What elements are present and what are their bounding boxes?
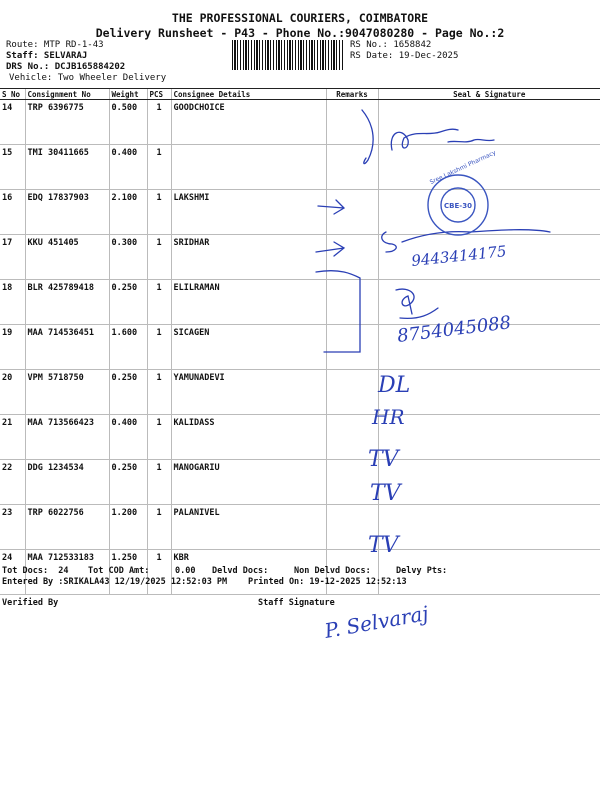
handwritten-note-tv-2: TV (370, 481, 401, 506)
cell-sno: 19 (0, 325, 25, 370)
cell-sno: 23 (0, 505, 25, 550)
cell-consignee: PALANIVEL (171, 505, 326, 550)
cell-weight: 0.250 (109, 460, 147, 505)
vehicle-label: Vehicle: Two Wheeler Delivery (9, 73, 167, 83)
cell-consignment: KKU 451405 (25, 235, 109, 280)
cell-sno: 17 (0, 235, 25, 280)
cell-sno: 16 (0, 190, 25, 235)
cell-consignment: VPM 5718750 (25, 370, 109, 415)
signature-row-18 (396, 289, 438, 318)
cell-consignee: MANOGARIU (171, 460, 326, 505)
cell-consignment: TRP 6022756 (25, 505, 109, 550)
printed-on: Printed On: 19-12-2025 12:52:13 (248, 577, 407, 587)
cell-weight: 0.400 (109, 145, 147, 190)
cell-sno: 18 (0, 280, 25, 325)
cell-consignee: ELILRAMAN (171, 280, 326, 325)
col-header-sno: S No (0, 89, 25, 100)
cell-consignee: SICAGEN (171, 325, 326, 370)
cell-pcs: 1 (147, 550, 171, 595)
total-cod-amount: Tot COD Amt: 0.00 (88, 566, 196, 576)
cell-sno: 14 (0, 100, 25, 145)
col-header-pcs: PCS (147, 89, 171, 100)
total-docs: Tot Docs: 24 (2, 566, 69, 576)
cell-consignee: GOODCHOICE (171, 100, 326, 145)
cell-consignment: MAA 712533183 (25, 550, 109, 595)
delivery-points: Delvy Pts: (396, 566, 448, 576)
handwritten-note-tv-3: TV (368, 533, 399, 558)
cell-sno: 24 (0, 550, 25, 595)
rs-date: RS Date: 19-Dec-2025 (350, 51, 459, 61)
cell-weight: 1.200 (109, 505, 147, 550)
col-header-weight: Weight (109, 89, 147, 100)
delivered-docs: Delvd Docs: (212, 566, 269, 576)
cell-consignment: EDQ 17837903 (25, 190, 109, 235)
stamp-center-text: CBE-30 (444, 202, 472, 210)
cell-pcs: 1 (147, 145, 171, 190)
cell-weight: 0.400 (109, 415, 147, 460)
runsheet-title: Delivery Runsheet - P43 - Phone No.:9047080280 - Page No.:2 (95, 26, 505, 40)
cell-weight: 0.500 (109, 100, 147, 145)
non-delivered-docs: Non Delvd Docs: (294, 566, 371, 576)
cell-pcs: 1 (147, 370, 171, 415)
verified-by-label: Verified By (2, 598, 59, 608)
cell-pcs: 1 (147, 190, 171, 235)
stamp-ring-text: Sree Lakshmi Pharmacy (428, 149, 498, 187)
cell-pcs: 1 (147, 325, 171, 370)
cell-consignment: DDG 1234534 (25, 460, 109, 505)
cell-consignment: MAA 713566423 (25, 415, 109, 460)
rs-number: RS No.: 1658842 (350, 40, 432, 50)
cell-sno: 21 (0, 415, 25, 460)
staff-handwritten-signature: P. Selvaraj (322, 601, 431, 643)
cell-sno: 22 (0, 460, 25, 505)
handwritten-note-hr: HR (372, 405, 405, 429)
entered-by: Entered By :SRIKALA43 12/19/2025 12:52:03 PM (2, 577, 228, 587)
signature-row-14 (362, 110, 458, 164)
remark-bracket (316, 271, 360, 352)
cell-sno: 20 (0, 370, 25, 415)
cell-sno: 15 (0, 145, 25, 190)
cell-weight: 1.600 (109, 325, 147, 370)
cell-pcs: 1 (147, 505, 171, 550)
col-header-consignment: Consignment No (25, 89, 109, 100)
cell-consignment: TRP 6396775 (25, 100, 109, 145)
staff-signature-label: Staff Signature (258, 598, 335, 608)
cell-weight: 2.100 (109, 190, 147, 235)
cell-weight: 0.250 (109, 370, 147, 415)
col-header-consignee: Consignee Details (171, 89, 326, 100)
route-label: Route: MTP RD-1-43 (6, 40, 104, 50)
handwritten-note-tv-1: TV (368, 447, 399, 472)
company-name: THE PROFESSIONAL COURIERS, COIMBATORE (171, 11, 429, 25)
cell-pcs: 1 (147, 280, 171, 325)
cell-pcs: 1 (147, 415, 171, 460)
cell-consignee: LAKSHMI (171, 190, 326, 235)
signature-row-14-date (448, 139, 494, 142)
handwritten-note-dl: DL (378, 373, 411, 398)
col-header-signature: Seal & Signature (378, 89, 600, 100)
cell-consignment: TMI 30411665 (25, 145, 109, 190)
cell-consignee: SRIDHAR (171, 235, 326, 280)
handwritten-phone-2: 8754045088 (396, 312, 513, 347)
cell-pcs: 1 (147, 100, 171, 145)
remark-arrow-2 (316, 242, 344, 256)
cell-pcs: 1 (147, 235, 171, 280)
staff-label: Staff: SELVARAJ (6, 51, 88, 61)
cell-pcs: 1 (147, 460, 171, 505)
cell-consignment: MAA 714536451 (25, 325, 109, 370)
cell-consignee: KBR (171, 550, 326, 595)
cell-weight: 0.250 (109, 280, 147, 325)
cell-weight: 1.250 (109, 550, 147, 595)
remark-arrow-1 (318, 200, 344, 214)
drs-number: DRS No.: DCJB165884202 (6, 62, 126, 72)
cell-consignee: YAMUNADEVI (171, 370, 326, 415)
cell-consignment: BLR 425789418 (25, 280, 109, 325)
handwritten-phone-1: 9443414175 (410, 242, 508, 270)
cell-weight: 0.300 (109, 235, 147, 280)
col-header-remarks: Remarks (326, 89, 378, 100)
cell-consignee: KALIDASS (171, 415, 326, 460)
